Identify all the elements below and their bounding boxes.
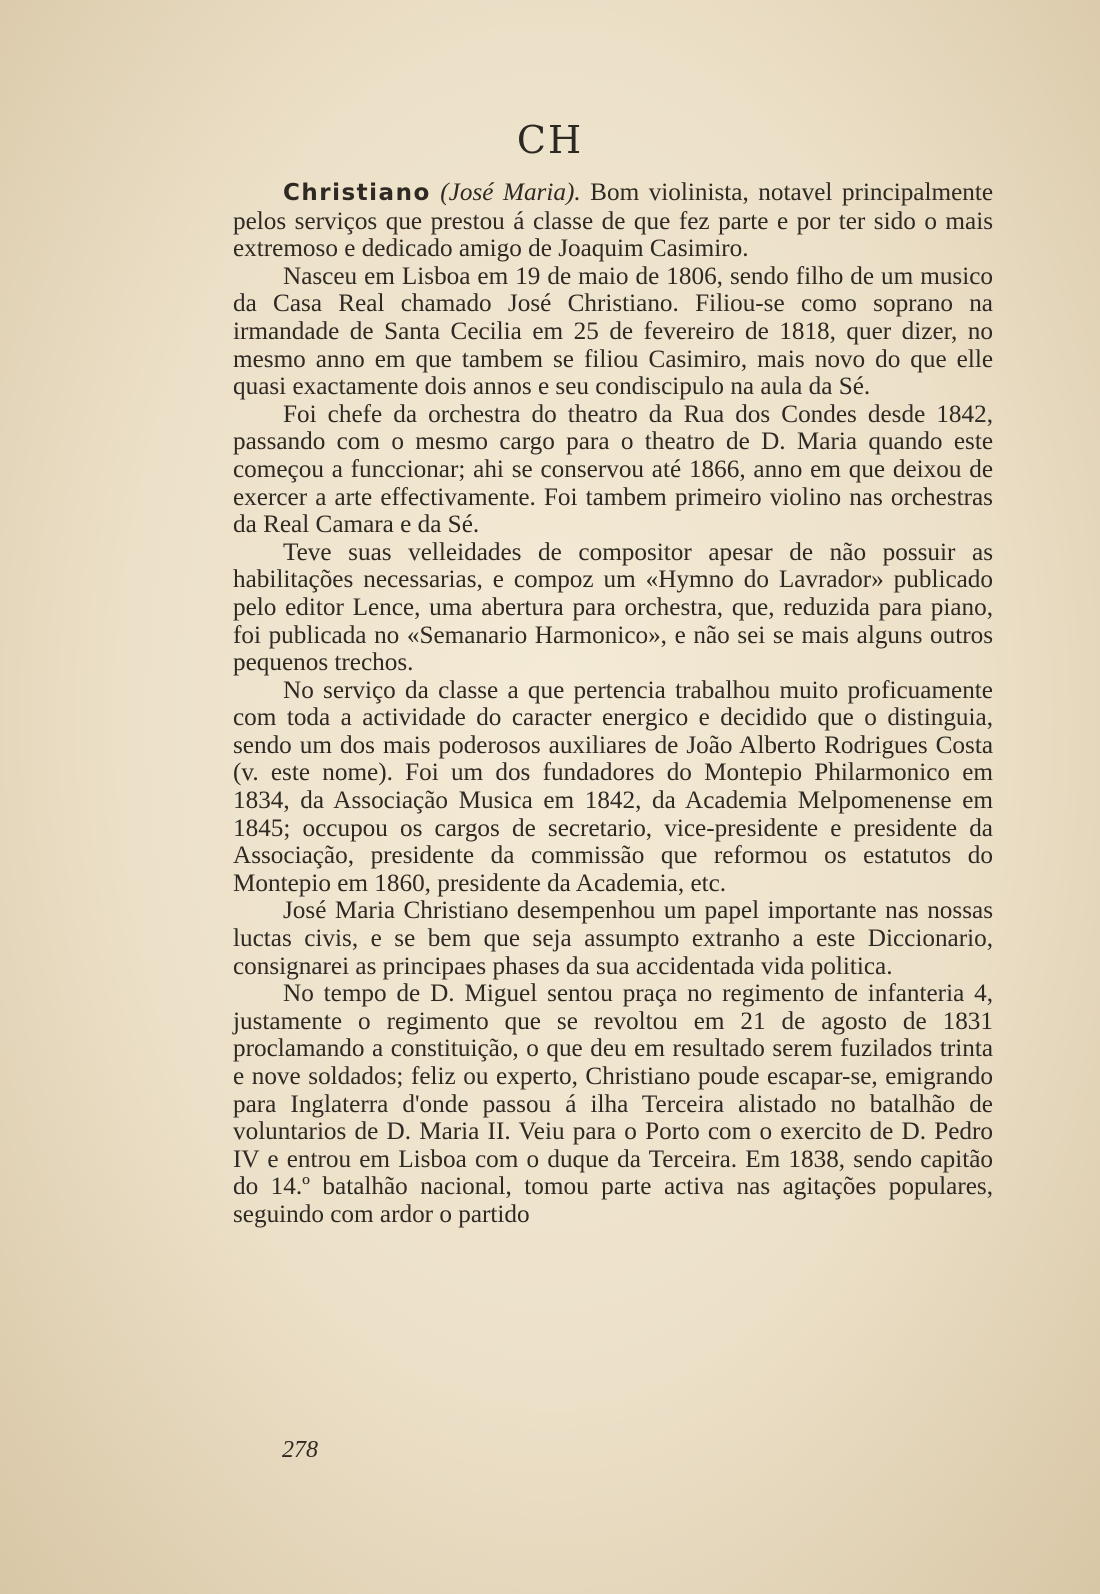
running-head: CH — [516, 118, 584, 162]
entry-subname: (José Maria). — [440, 179, 581, 206]
paragraph: Nasceu em Lisboa em 19 de maio de 1806, sendo filho de um musico da Casa Real chamado José Christiano. Filiou-se como soprano na irmandade de Santa Cecilia em 25 de fevereiro de 1818, quer dizer, no mesmo anno em que tambem se filiou Casimiro, mais novo do que elle quasi exactamente dois annos e seu condiscipulo na aula da Sé. — [233, 262, 993, 401]
dictionary-entry — [233, 179, 993, 1229]
paragraph: José Maria Christiano desempenhou um papel importante nas nossas luctas civis, e se bem que seja assumpto extranho a este Diccionario, consignarei as principaes phases da sua accidentada vida politica. — [233, 897, 993, 980]
paragraph: Teve suas velleidades de compositor apesar de não possuir as habilitações necessarias, e compoz um «Hymno do Lavrador» publicado pelo editor Lence, uma abertura para orchestra, que, reduzida para piano, foi publicada no «Semanario Harmonico», e não sei se mais alguns outros pequenos trechos. — [233, 538, 993, 677]
entry-first-paragraph — [233, 179, 993, 263]
paragraph: Foi chefe da orchestra do theatro da Rua dos Condes desde 1842, passando com o mesmo cargo para o theatro de D. Maria quando este começou a funccionar; ahi se conservou até 1866, anno em que deixou de exercer a arte effectivamente. Foi tambem primeiro violino nas orchestras da Real Camara e da Sé. — [233, 400, 993, 539]
paragraph: No tempo de D. Miguel sentou praça no regimento de infanteria 4, justamente o regimento que se revoltou em 21 de agosto de 1831 proclamando a constituição, o que deu em resultado serem fuzilados trinta e nove soldados; feliz ou experto, Christiano poude escapar-se, emigrando para Inglaterra d'onde passou á ilha Terceira alistado no batalhão de voluntarios de D. Maria II. Veiu para o Porto com o exercito de D. Pedro IV e entrou em Lisboa com o duque da Terceira. Em 1838, sendo capitão do 14.º batalhão nacional, tomou parte activa nas agitações populares, seguindo com ardor o partido — [233, 980, 993, 1228]
entry-intro-text: Bom violinista, notavel principalmente pelos serviços que prestou á classe de que fez parte e por ter sido o mais extremoso e dedicado amigo de Joaquim Casimiro. — [233, 179, 994, 263]
paragraph: No serviço da classe a que pertencia trabalhou muito proficuamente com toda a actividade do caracter energico e decidido que o distinguia, sendo um dos mais poderosos auxiliares de João Alberto Rodrigues Costa (v. este nome). Foi um dos fundadores do Montepio Philarmonico em 1834, da Associação Musica em 1842, da Academia Melpomenense em 1845; occupou os cargos de secretario, vice-presidente e presidente da Associação, presidente da commissão que reformou os estatutos do Montepio em 1860, presidente da Academia, etc. — [233, 676, 993, 897]
entry-headword: Christiano — [283, 180, 431, 206]
page-number: 278 — [282, 1437, 318, 1463]
